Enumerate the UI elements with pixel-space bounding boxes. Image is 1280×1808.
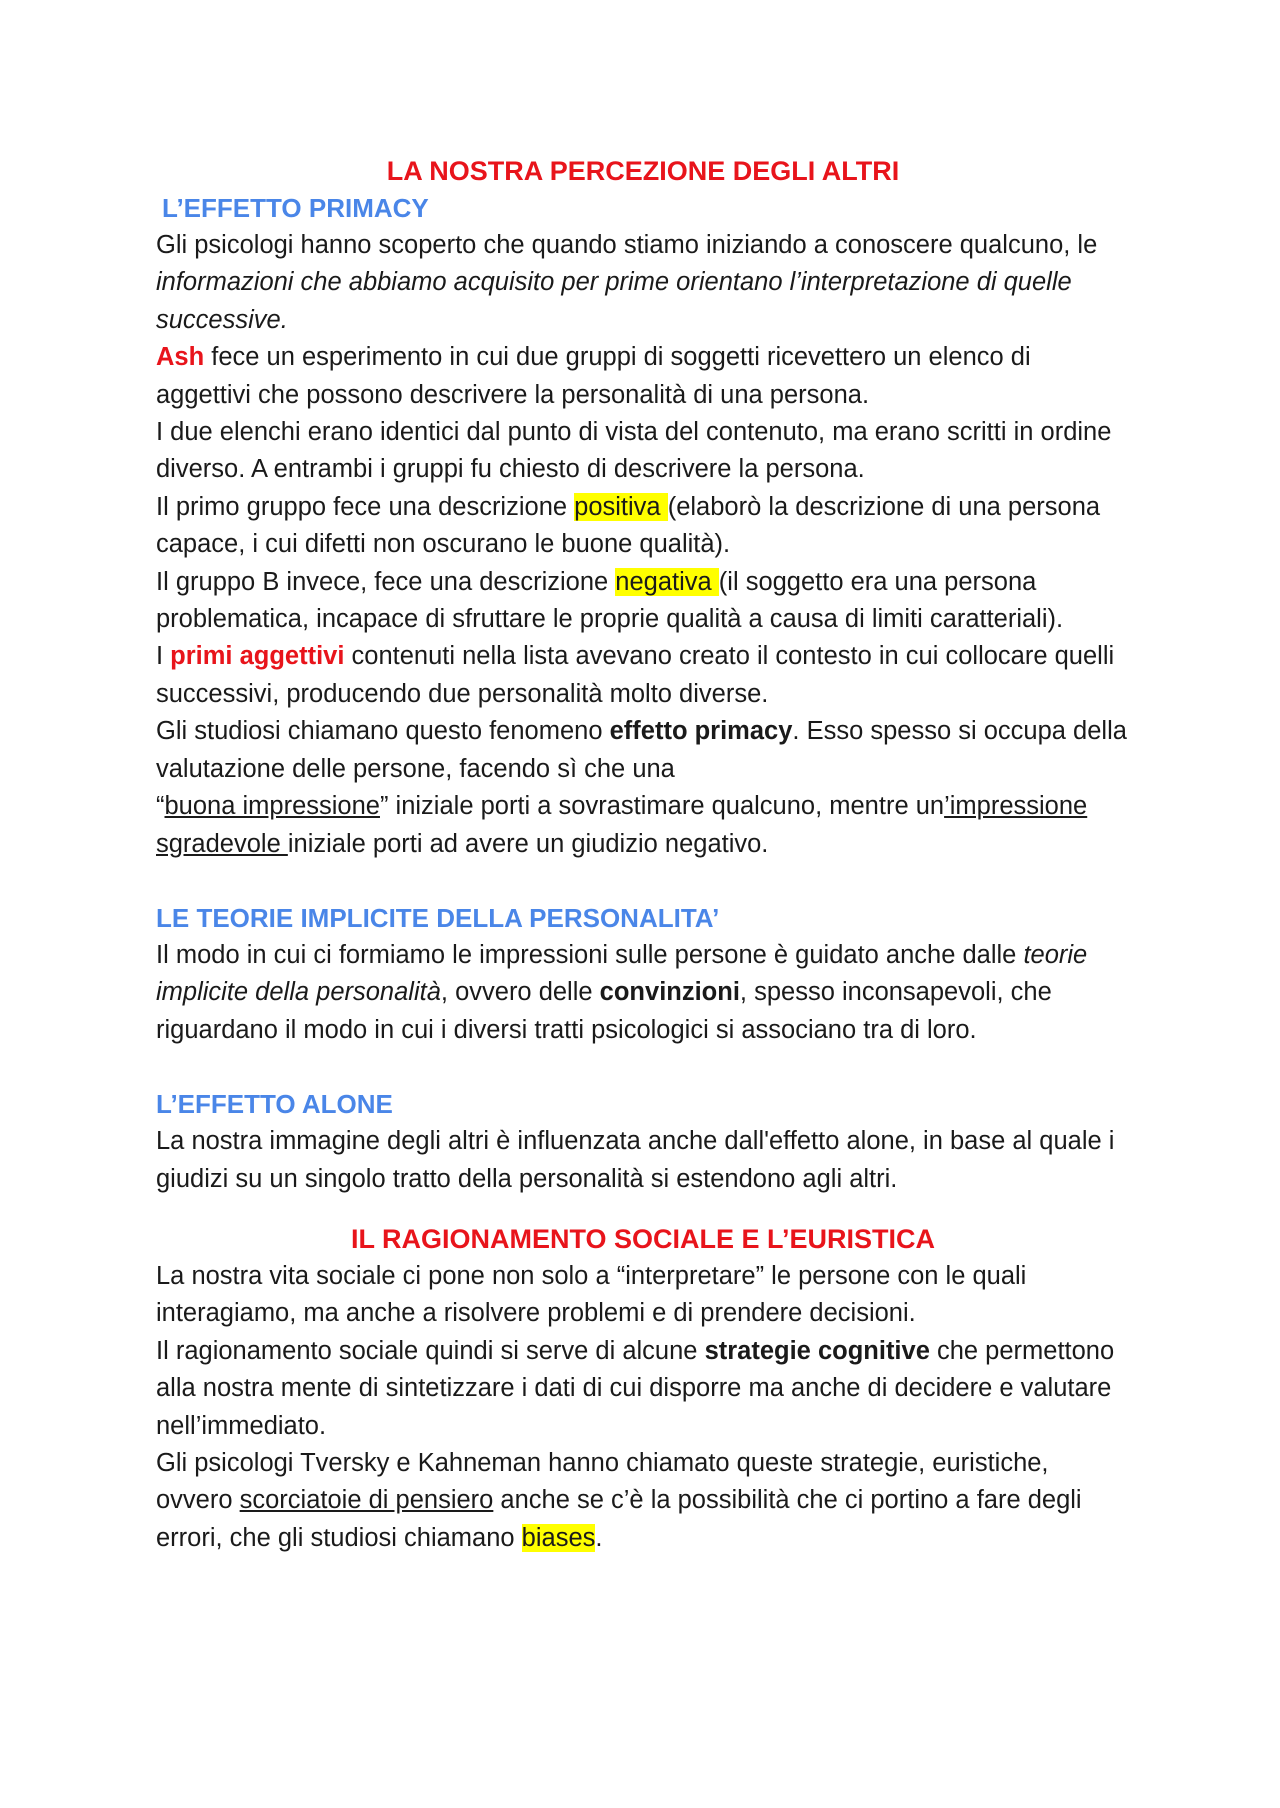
paragraph-teorie-implicite: Il modo in cui ci formiamo le impressioni sulle persone è guidato anche dalle teorie implicite della personalità, ovvero delle convinzioni, spesso inconsapevoli, che riguardano il modo in cui i diversi tratti psicologici si associano tra di loro. xyxy=(156,940,1088,1044)
paragraph-euristiche: Gli psicologi Tversky e Kahneman hanno chiamato queste strategie, euristiche, ovvero scorciatoie di pensiero anche se c’è la possibilità che ci portino a fare degli errori, che gli studiosi chiamano biases. xyxy=(156,1448,1082,1552)
bold-strategie-cognitive: strategie cognitive xyxy=(704,1336,930,1365)
italic-teorie-implicite: teorie implicite della personalità xyxy=(156,940,1088,1007)
title-ragionamento-sociale: IL RAGIONAMENTO SOCIALE E L’EURISTICA xyxy=(350,1223,936,1254)
paragraph-effetto-alone: La nostra immagine degli altri è influenzata anche dall'effetto alone, in base al quale i giudizi su un singolo tratto della personalità si estendono agli altri. xyxy=(156,1127,1115,1193)
bold-effetto-primacy: effetto primacy xyxy=(609,717,793,746)
spacer xyxy=(156,863,1130,900)
heading-effetto-alone: L’EFFETTO ALONE xyxy=(156,1089,393,1120)
name-ash: Ash xyxy=(156,343,205,372)
paragraph-first-group: Il primo gruppo fece una descrizione positiva (elaborò la descrizione di una persona capace, i cui difetti non oscurano le buone qualità). xyxy=(156,492,1101,559)
spacer xyxy=(156,1049,1130,1086)
heading-primacy: L’EFFETTO PRIMACY xyxy=(162,193,429,223)
highlight-negativa: negativa xyxy=(615,567,719,596)
paragraph-first-adjectives: I primi aggettivi contenuti nella lista avevano creato il contesto in cui collocare quelli successivi, producendo due personalità molto diverse. xyxy=(156,642,1115,708)
paragraph-strategie-cognitive: Il ragionamento sociale quindi si serve di alcune strategie cognitive che permettono alla nostra mente di sintetizzare i dati di cui disporre ma anche di decidere e valutare nell’immediato. xyxy=(156,1336,1115,1440)
paragraph-group-b: Il gruppo B invece, fece una descrizione negativa (il soggetto era una persona problematica, incapace di sfruttare le proprie qualità a causa di limiti caratteriali). xyxy=(156,567,1064,634)
italic-phrase: informazioni che abbiamo acquisito per prime orientano l’interpretazione di quelle successive xyxy=(156,268,1072,334)
underline-scorciatoie: scorciatoie di pensiero xyxy=(239,1486,494,1515)
paragraph-ash: Ash fece un esperimento in cui due gruppi di soggetti ricevettero un elenco di aggettivi che possono descrivere la personalità di una persona. xyxy=(156,343,1031,409)
paragraph-primacy-intro: Gli psicologi hanno scoperto che quando stiamo iniziando a conoscere qualcuno, le informazioni che abbiamo acquisito per prime orientano l’interpretazione di quelle successive. xyxy=(156,231,1098,334)
main-title: LA NOSTRA PERCEZIONE DEGLI ALTRI xyxy=(386,156,900,186)
paragraph-effetto-primacy: Gli studiosi chiamano questo fenomeno effetto primacy. Esso spesso si occupa della valutazione delle persone, facendo sì che una “buona impressione” iniziale porti a sovrastimare qualcuno, mentre un’impressione sgradevole iniziale porti ad avere un giudizio negativo. xyxy=(156,717,1127,858)
bold-convinzioni: convinzioni xyxy=(599,978,740,1007)
red-primi-aggettivi: primi aggettivi xyxy=(170,642,345,671)
heading-teorie-implicite: LE TEORIE IMPLICITE DELLA PERSONALITA’ xyxy=(156,902,720,933)
underline-impressione-sgradevole: ’impressione sgradevole xyxy=(156,792,1088,858)
highlight-biases: biases xyxy=(521,1523,596,1552)
underline-buona-impressione: buona impressione xyxy=(164,792,380,821)
paragraph-vita-sociale: La nostra vita sociale ci pone non solo a “interpretare” le persone con le quali interagiamo, ma anche a risolvere problemi e di prendere decisioni. xyxy=(156,1261,1027,1328)
paragraph-lists: I due elenchi erano identici dal punto di vista del contenuto, ma erano scritti in ordine diverso. A entrambi i gruppi fu chiesto di descrivere la persona. xyxy=(156,418,1112,484)
spacer xyxy=(156,1198,1130,1220)
highlight-positiva: positiva xyxy=(574,492,668,521)
